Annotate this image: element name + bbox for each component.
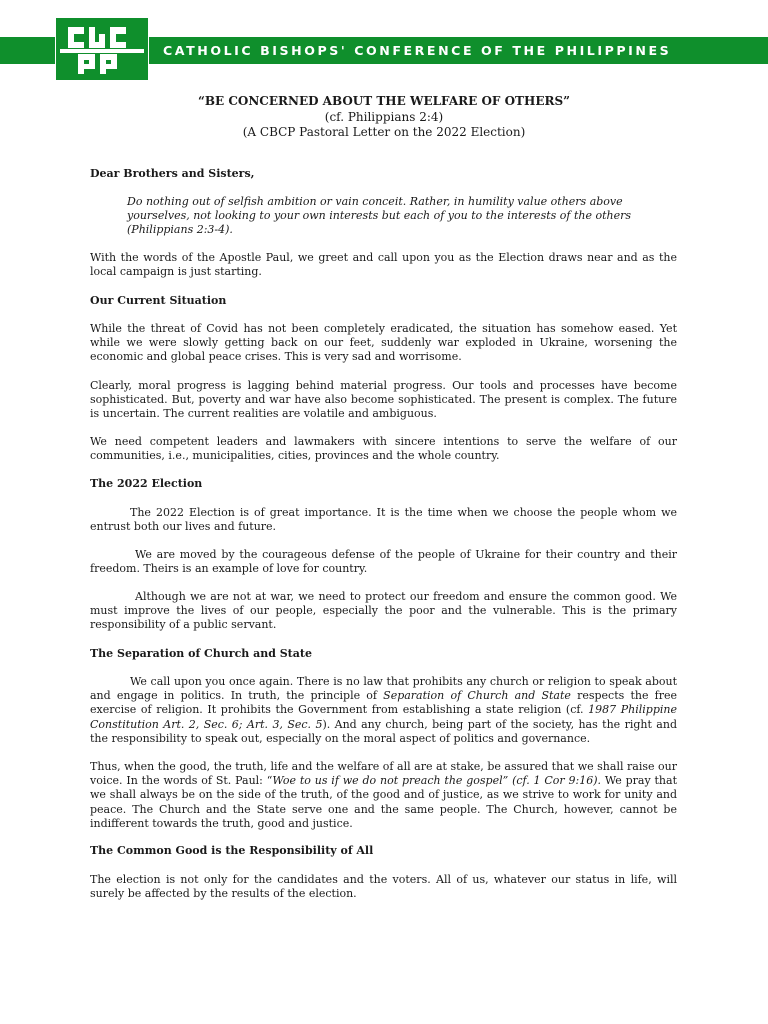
emphasis-text: Woe to us if we do not preach the gospel” (cf. 1 Cor 9:16). [272,774,602,788]
section-heading: The Common Good is the Responsibility of All [90,844,374,857]
paragraph: The 2022 Election is of great importance. It is the time when we choose the people whom we entrust both our lives and future. [90,506,677,534]
text-run: Thus, when the good, the truth, life and the welfare of all are at stake, be assured that we shall raise our voice. In the words of St. Paul: “ [90,760,677,788]
paragraph [90,675,677,746]
text-run: ). And any church, being part of the society, has the right and the responsibility to speak out, especially on the moral aspect of politics and governance. [90,717,677,745]
paragraph: The election is not only for the candidates and the voters. All of us, whatever our status in life, will surely be affected by the results of the election. [90,873,677,901]
section-heading: Our Current Situation [90,294,227,307]
text-run: We pray that we shall always be on the side of the truth, of the good and of justice, as we strive to work for unity and peace. The Church and the State serve one and the same people. The Church, however, cannot be indifferent towards the truth, good and justice. [90,774,677,830]
organization-name: CATHOLIC BISHOPS' CONFERENCE OF THE PHILIPPINES [163,43,672,58]
cbcp-logo-icon [55,17,149,81]
emphasis-text: Separation of Church and State [383,689,571,703]
salutation: Dear Brothers and Sisters, [90,167,255,180]
paragraph [90,760,677,831]
paragraph: Although we are not at war, we need to protect our freedom and ensure the common good. We must improve the lives of our people, especially the poor and the vulnerable. This is the primary responsibility of a public servant. [90,590,677,632]
text-run: We call upon you once again. There is no law that prohibits any church or religion to speak about and engage in politics. In truth, the principle of [90,675,677,703]
letter-citation: (cf. Philippians 2:4) [324,110,444,124]
paragraph: We are moved by the courageous defense of the people of Ukraine for their country and their freedom. Theirs is an example of love for country. [90,548,677,576]
paragraph: While the threat of Covid has not been completely eradicated, the situation has somehow eased. Yet while we were slowly getting back on our feet, suddenly war exploded in Ukraine, worsening the economic and global peace crises. This is very sad and worrisome. [90,322,677,364]
text-run: respects the free exercise of religion. It prohibits the Government from establishing a state religion (cf. [90,689,678,717]
letter-subtitle: (A CBCP Pastoral Letter on the 2022 Election) [242,125,526,139]
scripture-quote: Do nothing out of selfish ambition or vain conceit. Rather, in humility value others above yourselves, not looking to your own interests but each of you to the interests of the others (Philippians 2:3-4). [127,195,632,237]
section-heading: The Separation of Church and State [90,647,312,660]
intro-paragraph: With the words of the Apostle Paul, we greet and call upon you as the Election draws near and as the local campaign is just starting. [90,251,677,279]
letter-title: “BE CONCERNED ABOUT THE WELFARE OF OTHERS” [197,94,571,108]
section-heading: The 2022 Election [90,477,203,490]
paragraph: We need competent leaders and lawmakers with sincere intentions to serve the welfare of our communities, i.e., municipalities, cities, provinces and the whole country. [90,435,677,463]
emphasis-text: 1987 Philippine Constitution Art. 2, Sec. 6; Art. 3, Sec. 5 [90,703,677,731]
paragraph: Clearly, moral progress is lagging behind material progress. Our tools and processes have become sophisticated. But, poverty and war have also become sophisticated. The present is complex. The future is uncertain. The current realities are volatile and ambiguous. [90,379,677,421]
